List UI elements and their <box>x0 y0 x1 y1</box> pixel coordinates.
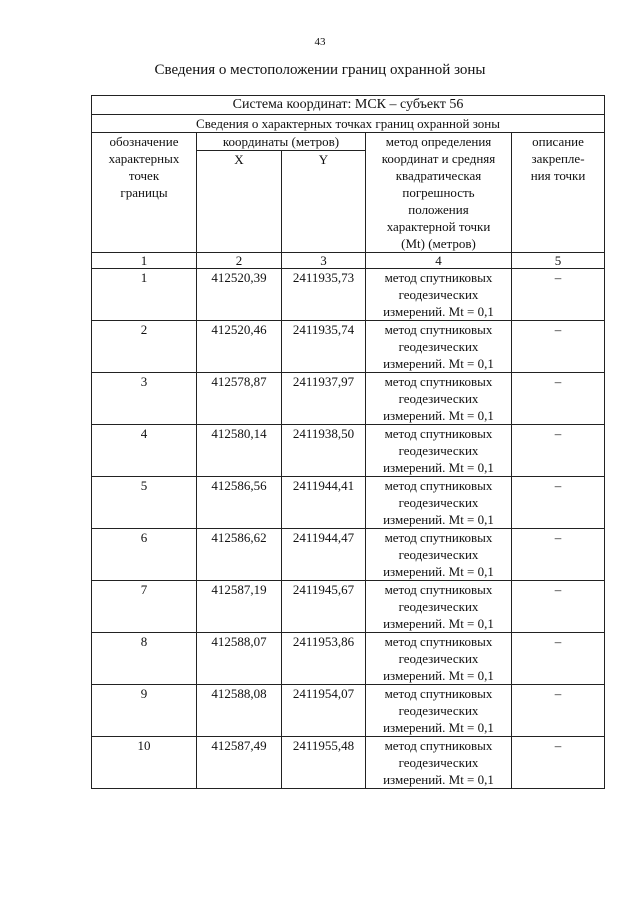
method-line: измерений. Mt = 0,1 <box>383 616 494 631</box>
method-line: геодезических <box>398 755 479 770</box>
table-row <box>92 477 605 529</box>
point-number-cell: 8 <box>92 633 197 685</box>
description-cell: – <box>512 685 605 737</box>
point-number-cell: 6 <box>92 529 197 581</box>
method-line: геодезических <box>398 651 479 666</box>
method-line: измерений. Mt = 0,1 <box>383 460 494 475</box>
column-number: 4 <box>366 253 512 269</box>
y-coordinate-cell: 2411937,97 <box>282 373 366 425</box>
method-line: метод спутниковых <box>384 426 493 441</box>
column-number: 1 <box>92 253 197 269</box>
y-coordinate-cell: 2411955,48 <box>282 737 366 789</box>
y-coordinate-cell: 2411945,67 <box>282 581 366 633</box>
table-row <box>92 373 605 425</box>
table-row <box>92 737 605 789</box>
table-row <box>92 269 605 321</box>
method-cell <box>366 737 512 789</box>
header-method-line: координат и средняя <box>381 151 496 166</box>
table-subtitle: Сведения о характерных точках границ охранной зоны <box>92 115 605 133</box>
method-cell <box>366 633 512 685</box>
x-coordinate-cell: 412520,39 <box>197 269 282 321</box>
table-row <box>92 529 605 581</box>
x-coordinate-cell: 412586,56 <box>197 477 282 529</box>
method-cell <box>366 425 512 477</box>
x-coordinate-cell: 412586,62 <box>197 529 282 581</box>
y-coordinate-cell: 2411944,41 <box>282 477 366 529</box>
method-line: метод спутниковых <box>384 738 493 753</box>
header-description-line: описание <box>532 134 584 149</box>
y-coordinate-cell: 2411944,47 <box>282 529 366 581</box>
description-cell: – <box>512 425 605 477</box>
table-row <box>92 685 605 737</box>
header-y: Y <box>282 151 366 253</box>
coordinate-system-caption: Система координат: МСК – субъект 56 <box>92 96 605 115</box>
point-number-cell: 5 <box>92 477 197 529</box>
description-cell: – <box>512 477 605 529</box>
header-method <box>366 133 512 253</box>
method-line: геодезических <box>398 287 479 302</box>
page-number: 43 <box>314 36 326 48</box>
method-line: измерений. Mt = 0,1 <box>383 668 494 683</box>
table-row <box>92 425 605 477</box>
method-line: измерений. Mt = 0,1 <box>383 512 494 527</box>
method-cell <box>366 477 512 529</box>
method-line: метод спутниковых <box>384 270 493 285</box>
header-method-line: (Mt) (метров) <box>401 236 476 251</box>
header-method-line: квадратическая <box>395 168 482 183</box>
method-line: геодезических <box>398 547 479 562</box>
method-line: измерений. Mt = 0,1 <box>383 356 494 371</box>
column-number: 5 <box>512 253 605 269</box>
x-coordinate-cell: 412580,14 <box>197 425 282 477</box>
method-cell <box>366 581 512 633</box>
method-line: метод спутниковых <box>384 530 493 545</box>
header-method-line: положения <box>408 202 469 217</box>
table-row <box>92 633 605 685</box>
header-x: X <box>197 151 282 253</box>
x-coordinate-cell: 412587,19 <box>197 581 282 633</box>
header-designation-line: точек <box>128 168 160 183</box>
description-cell: – <box>512 321 605 373</box>
column-number: 2 <box>197 253 282 269</box>
point-number-cell: 1 <box>92 269 197 321</box>
method-cell <box>366 685 512 737</box>
header-description <box>512 133 605 253</box>
method-line: измерений. Mt = 0,1 <box>383 408 494 423</box>
document-title: Сведения о местоположении границ охранной зоны <box>154 62 486 78</box>
x-coordinate-cell: 412520,46 <box>197 321 282 373</box>
coordinates-table <box>91 95 605 789</box>
table-row <box>92 321 605 373</box>
method-line: метод спутниковых <box>384 322 493 337</box>
method-line: геодезических <box>398 703 479 718</box>
header-coordinates: координаты (метров) <box>197 133 366 151</box>
method-line: измерений. Mt = 0,1 <box>383 564 494 579</box>
description-cell: – <box>512 581 605 633</box>
description-cell: – <box>512 737 605 789</box>
description-cell: – <box>512 633 605 685</box>
y-coordinate-cell: 2411938,50 <box>282 425 366 477</box>
point-number-cell: 9 <box>92 685 197 737</box>
header-designation-line: характерных <box>108 151 180 166</box>
method-line: метод спутниковых <box>384 374 493 389</box>
method-line: метод спутниковых <box>384 478 493 493</box>
method-line: метод спутниковых <box>384 634 493 649</box>
header-method-line: характерной точки <box>386 219 491 234</box>
method-line: геодезических <box>398 391 479 406</box>
x-coordinate-cell: 412588,07 <box>197 633 282 685</box>
method-line: геодезических <box>398 599 479 614</box>
column-number: 3 <box>282 253 366 269</box>
method-line: измерений. Mt = 0,1 <box>383 772 494 787</box>
x-coordinate-cell: 412587,49 <box>197 737 282 789</box>
x-coordinate-cell: 412578,87 <box>197 373 282 425</box>
header-description-line: закрепле- <box>531 151 585 166</box>
y-coordinate-cell: 2411935,73 <box>282 269 366 321</box>
method-cell <box>366 529 512 581</box>
point-number-cell: 7 <box>92 581 197 633</box>
method-line: геодезических <box>398 443 479 458</box>
method-line: метод спутниковых <box>384 686 493 701</box>
method-line: геодезических <box>398 339 479 354</box>
method-line: измерений. Mt = 0,1 <box>383 304 494 319</box>
y-coordinate-cell: 2411953,86 <box>282 633 366 685</box>
point-number-cell: 2 <box>92 321 197 373</box>
point-number-cell: 3 <box>92 373 197 425</box>
header-method-line: погрешность <box>402 185 475 200</box>
point-number-cell: 4 <box>92 425 197 477</box>
y-coordinate-cell: 2411954,07 <box>282 685 366 737</box>
header-designation <box>92 133 197 253</box>
method-line: геодезических <box>398 495 479 510</box>
table-row <box>92 581 605 633</box>
header-designation-line: обозначение <box>109 134 179 149</box>
header-designation-line: границы <box>120 185 168 200</box>
description-cell: – <box>512 373 605 425</box>
header-method-line: метод определения <box>385 134 492 149</box>
y-coordinate-cell: 2411935,74 <box>282 321 366 373</box>
method-line: измерений. Mt = 0,1 <box>383 720 494 735</box>
x-coordinate-cell: 412588,08 <box>197 685 282 737</box>
description-cell: – <box>512 529 605 581</box>
description-cell: – <box>512 269 605 321</box>
method-cell <box>366 321 512 373</box>
point-number-cell: 10 <box>92 737 197 789</box>
header-description-line: ния точки <box>530 168 586 183</box>
method-cell <box>366 373 512 425</box>
method-line: метод спутниковых <box>384 582 493 597</box>
method-cell <box>366 269 512 321</box>
